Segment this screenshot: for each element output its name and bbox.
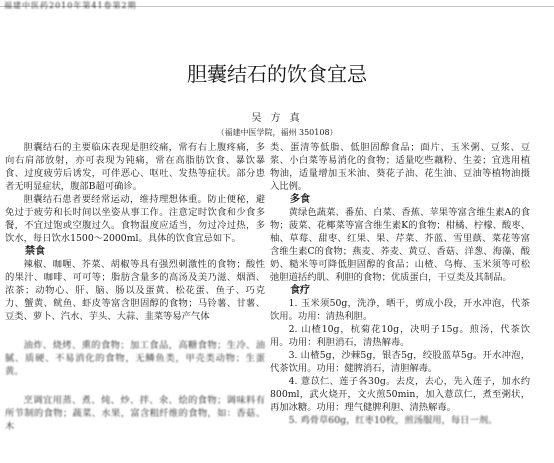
- journal-header: 福建中医药2010年第41卷第2期: [4, 1, 137, 10]
- eat-more-paragraph: 黄绿色蔬菜、番茄、白菜、香蕉、苹果等富含维生素A的食物；菠菜、花椰菜等富含维生素K的食物；柑橘、柠檬、酸枣、柚、草莓、甜枣、红果、果、芹菜、芥蓝、雪里蕻、菜花等富含维生素C的食物；燕麦、荞麦、黄豆、香菇、洋葱、海藻、酸奶、糙米等可降低胆固醇的食品；山楂、乌梅、玉米须等可松弛胆道括约肌、利胆的食物；优质蛋白，干豆类及其制品。: [270, 207, 530, 283]
- right-column: [270, 141, 530, 427]
- recipe-1: 1. 玉米须50g，洗净，晒干，剪成小段，开水冲泡，代茶饮用。功用：清热利胆。: [270, 298, 530, 322]
- heading-eat-more: 多食: [290, 194, 310, 205]
- taboo-paragraph: 辣椒、咖喱、芥菜、胡椒等具有强烈刺激性的食物；酸性的果汁、咖啡、可可等；脂肪含量多的高汤及美乃滋、烟酒、浓茶；动物心、肝、脑、肠以及蛋黄、松花蛋、鱼子、巧克力、蟹黄、鱿鱼、虾皮等富含胆固醇的食物；马铃薯、甘薯、豆类、萝卜、汽水、芋头、大蒜、韭菜等易产气体: [5, 259, 265, 322]
- fried-foods-paragraph: 油炸、烧烤、熏的食物；加工食品，高糖食物；生冷、油腻、质硬、不易消化的食物，无鳞鱼类，甲壳类动物；生蛋黄。: [5, 340, 265, 377]
- recipe-3: 3. 山楂5g，沙棘5g，银杏5g，绞股蓝草5g。开水冲泡，代茶饮用。功用：健脾消石，清胆解毒。: [270, 350, 530, 374]
- left-column: [5, 141, 265, 433]
- intro-paragraph-2: 胆囊结石患者要经常运动，维持理想体重。防止便秘，避免过于疲劳和长时间以坐姿从事工作。注意定时饮食和少食多餐，不宜过饱或空腹过久。食物温度应适当，勿过冷过热，多饮水，每日饮水1500～2000ml。具体的饮食宜忌如下。: [5, 194, 265, 244]
- recipe-4: 4. 薏苡仁、莲子各30g。去皮，去心，先入莲子，加水约800ml，武火烧开，文火煎50min，加入薏苡仁，煮至粥状，再加冰糖。功用：理气健脾利胆、清热解毒。: [270, 376, 530, 413]
- recipe-5: 5. 鸡骨草60g，红枣10枚，煎汤服用，每日一剂。: [288, 415, 498, 426]
- article-title: 胆囊结石的饮食宜忌: [187, 62, 367, 86]
- column-gap: [5, 323, 265, 339]
- heading-taboo: 禁食: [25, 246, 45, 257]
- recipe-2: 2. 山楂10g，杭菊花10g，决明子15g。煎汤，代茶饮用。功用：利胆消石，清热解毒。: [270, 324, 530, 348]
- cooking-method-paragraph: 烹调宜用蒸、煮、炖、炒、拌、氽、烩的食物；调味料有所节制的食物；蔬菜、水果，富含粗纤维的食物，如：香菇、木: [5, 395, 265, 432]
- intro-paragraph-1: 胆囊结石的主要临床表现是胆绞痛，常有右上腹疼痛，多向右肩部放射，亦可表现为钝痛，常在高脂肪饮食、暴饮暴食、过度疲劳后诱发，可伴恶心、呕吐、发热等症状。部分患者无明显症状，腹部B超可确诊。: [5, 142, 265, 192]
- column-gap: [5, 378, 265, 394]
- heading-diet-therapy: 食疗: [290, 285, 310, 296]
- continued-paragraph: 类、蛋清等低脂、低胆固醇食品；面片、玉米粥、豆浆、豆浆、小白菜等易消化的食物；适量吃些藕粉、生姜；宜选用植物油，适量增加玉米油、葵花子油、花生油、豆油等植物油摄入比例。: [270, 142, 530, 192]
- article-affiliation: （福建中医学院，福州 350108）: [216, 128, 338, 137]
- article-author: 吴 方 真: [251, 113, 303, 124]
